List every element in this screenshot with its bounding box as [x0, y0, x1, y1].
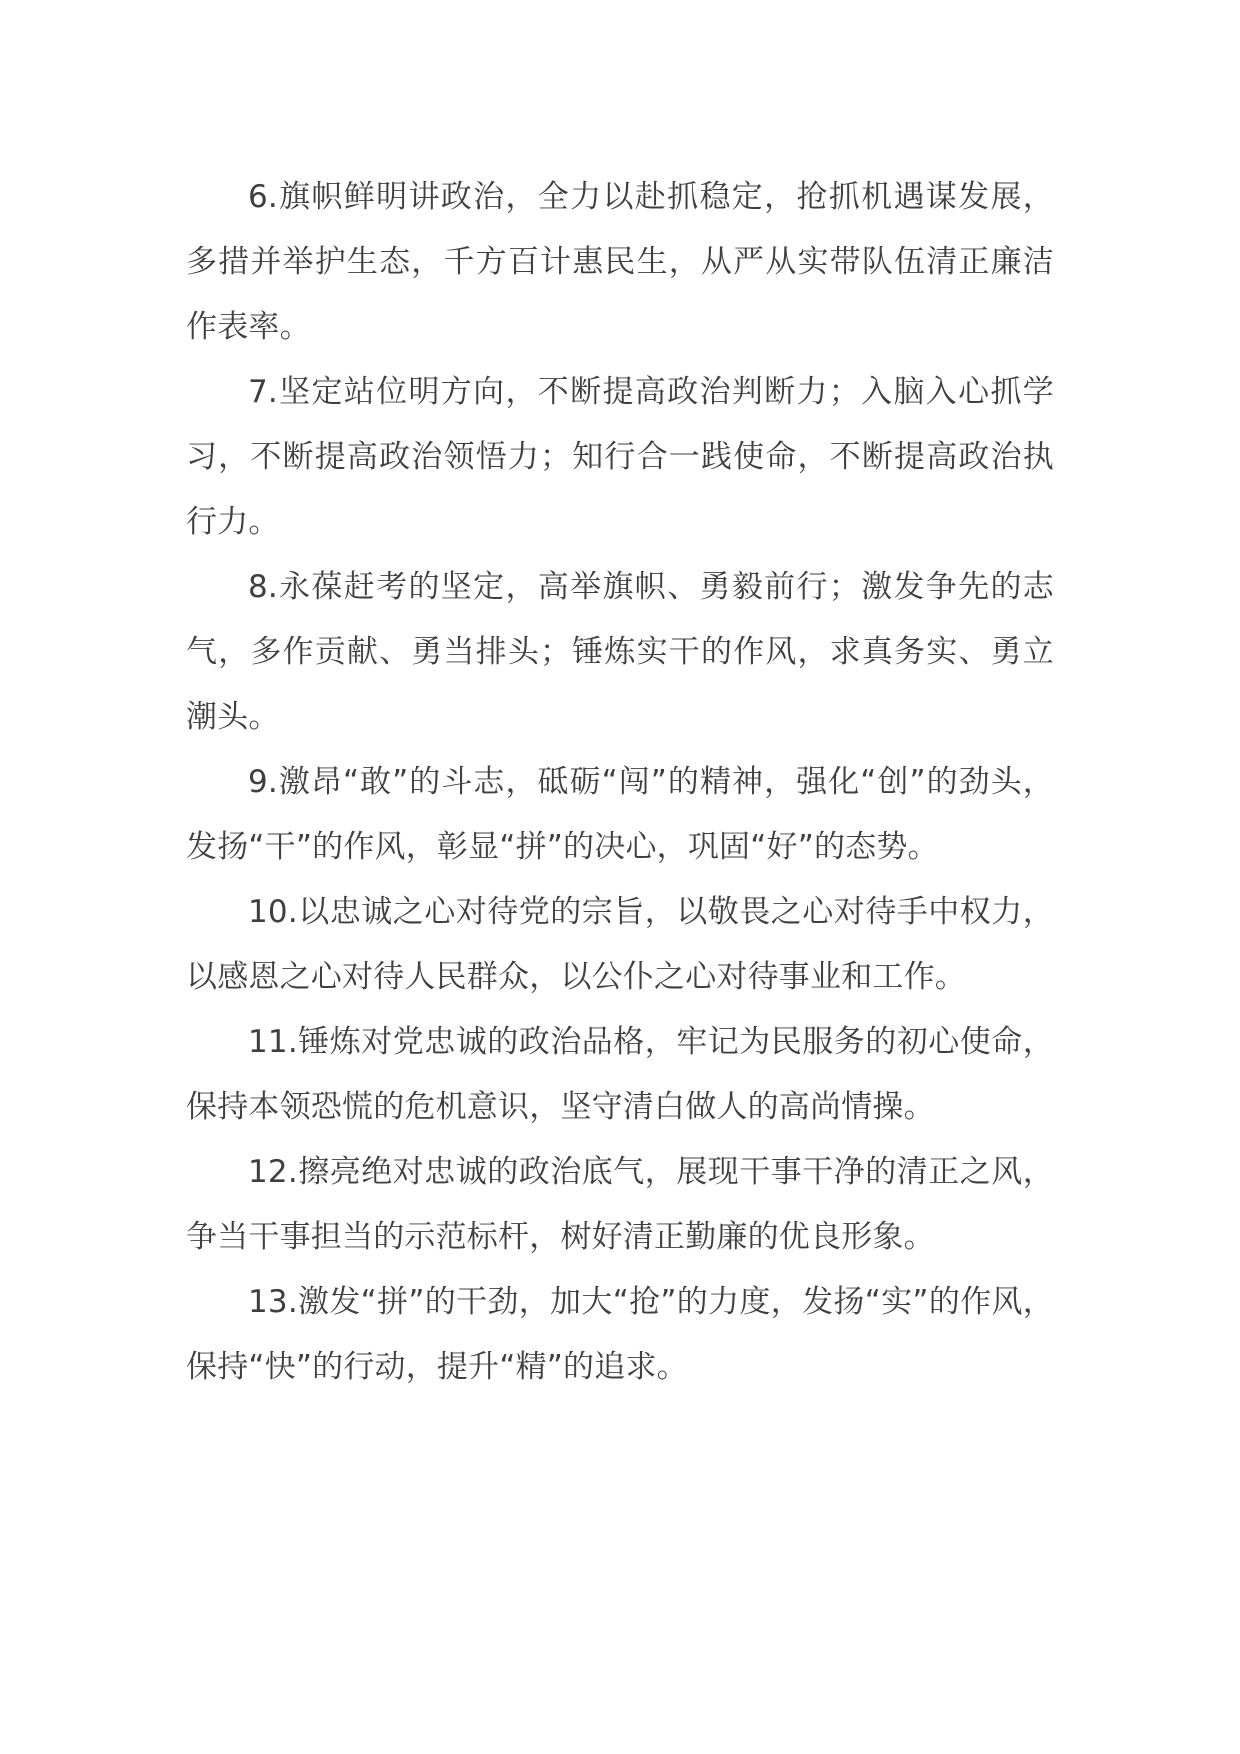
paragraph-13: 13.激发“拼”的干劲，加大“抢”的力度，发扬“实”的作风，保持“快”的行动，提升“精”的追求。 — [186, 1284, 1054, 1385]
paragraph-12: 12.擦亮绝对忠诚的政治底气，展现干事干净的清正之风，争当干事担当的示范标杆，树好清正勤廉的优良形象。 — [186, 1154, 1054, 1255]
paragraph-11: 11.锤炼对党忠诚的政治品格，牢记为民服务的初心使命，保持本领恐慌的危机意识，坚守清白做人的高尚情操。 — [186, 1024, 1054, 1125]
document-body — [186, 165, 1054, 1400]
paragraph-7: 7.坚定站位明方向，不断提高政治判断力；入脑入心抓学习，不断提高政治领悟力；知行合一践使命，不断提高政治执行力。 — [186, 374, 1054, 540]
paragraph-9: 9.激昂“敢”的斗志，砥砺“闯”的精神，强化“创”的劲头，发扬“干”的作风，彰显“拼”的决心，巩固“好”的态势。 — [186, 764, 1054, 865]
paragraph-10: 10.以忠诚之心对待党的宗旨，以敬畏之心对待手中权力，以感恩之心对待人民群众，以公仆之心对待事业和工作。 — [186, 894, 1054, 995]
paragraph-8: 8.永葆赶考的坚定，高举旗帜、勇毅前行；激发争先的志气，多作贡献、勇当排头；锤炼实干的作风，求真务实、勇立潮头。 — [186, 569, 1054, 735]
paragraph-6: 6.旗帜鲜明讲政治，全力以赴抓稳定，抢抓机遇谋发展，多措并举护生态，千方百计惠民生，从严从实带队伍清正廉洁作表率。 — [186, 179, 1054, 345]
